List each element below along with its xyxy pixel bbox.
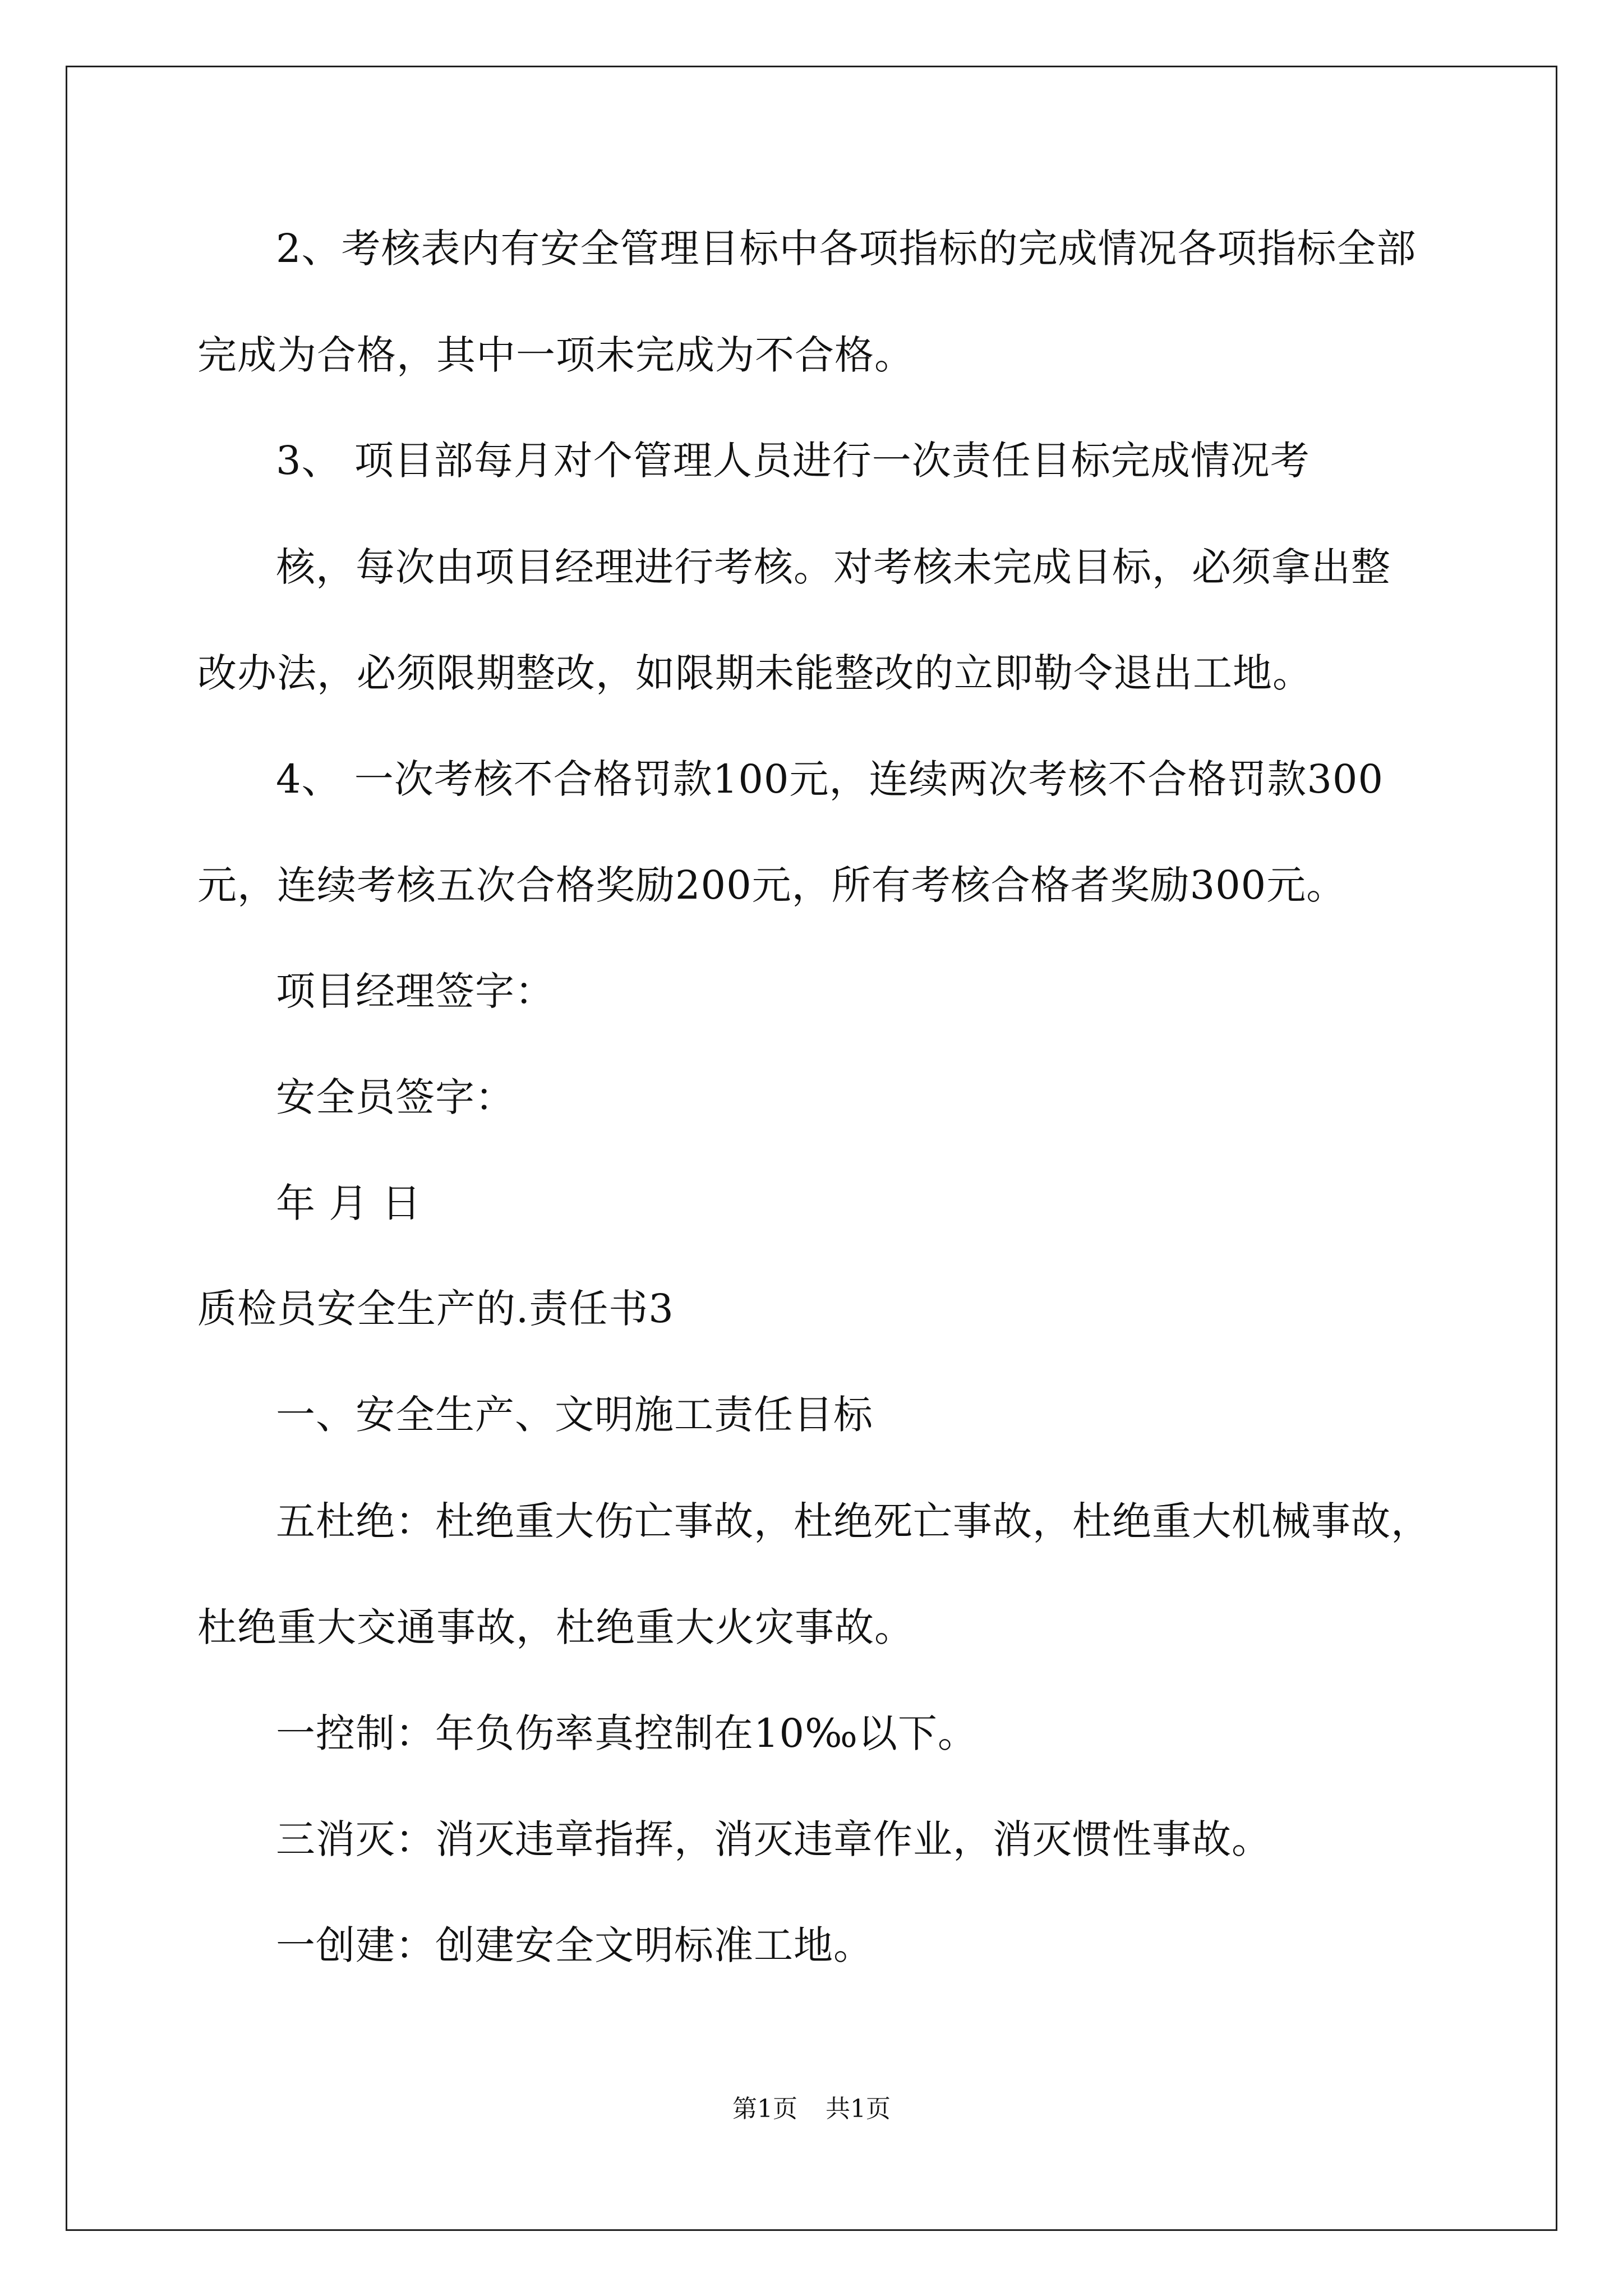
heading-responsibility-goals: 一、安全生产、文明施工责任目标 (276, 1392, 873, 1438)
safety-officer-signature: 安全员签字： (276, 1074, 515, 1120)
date-line: 年 月 日 (276, 1180, 422, 1226)
project-manager-signature: 项目经理签字： (276, 968, 555, 1014)
five-eliminations-line-2: 杜绝重大交通事故，杜绝重大火灾事故。 (197, 1604, 914, 1650)
one-creation: 一创建：创建安全文明标准工地。 (276, 1922, 873, 1968)
para-4-line-1: 4、 一次考核不合格罚款100元，连续两次考核不合格罚款300 (276, 756, 1384, 802)
para-3-line-1: 3、 项目部每月对个管理人员进行一次责任目标完成情况考 (276, 438, 1310, 484)
para-2-line-1: 2、考核表内有安全管理目标中各项指标的完成情况各项指标全部 (276, 226, 1417, 272)
page-border (66, 66, 1557, 2231)
one-control: 一控制：年负伤率真控制在10‰以下。 (276, 1710, 978, 1756)
para-3-line-2: 核，每次由项目经理进行考核。对考核未完成目标，必须拿出整 (276, 544, 1391, 590)
page-footer (0, 2092, 1623, 2126)
para-3-line-3: 改办法，必须限期整改，如限期未能整改的立即勒令退出工地。 (197, 650, 1312, 696)
para-2-line-2: 完成为合格，其中一项未完成为不合格。 (197, 332, 914, 378)
para-4-line-2: 元，连续考核五次合格奖励200元，所有考核合格者奖励300元。 (197, 862, 1347, 908)
page-total: 共1页 (826, 2095, 891, 2123)
five-eliminations-line-1: 五杜绝：杜绝重大伤亡事故，杜绝死亡事故，杜绝重大机械事故， (276, 1498, 1431, 1544)
section-title: 质检员安全生产的.责任书3 (197, 1286, 674, 1332)
page-number: 第1页 (732, 2095, 797, 2123)
three-eliminations: 三消灭：消灭违章指挥，消灭违章作业，消灭惯性事故。 (276, 1816, 1271, 1862)
